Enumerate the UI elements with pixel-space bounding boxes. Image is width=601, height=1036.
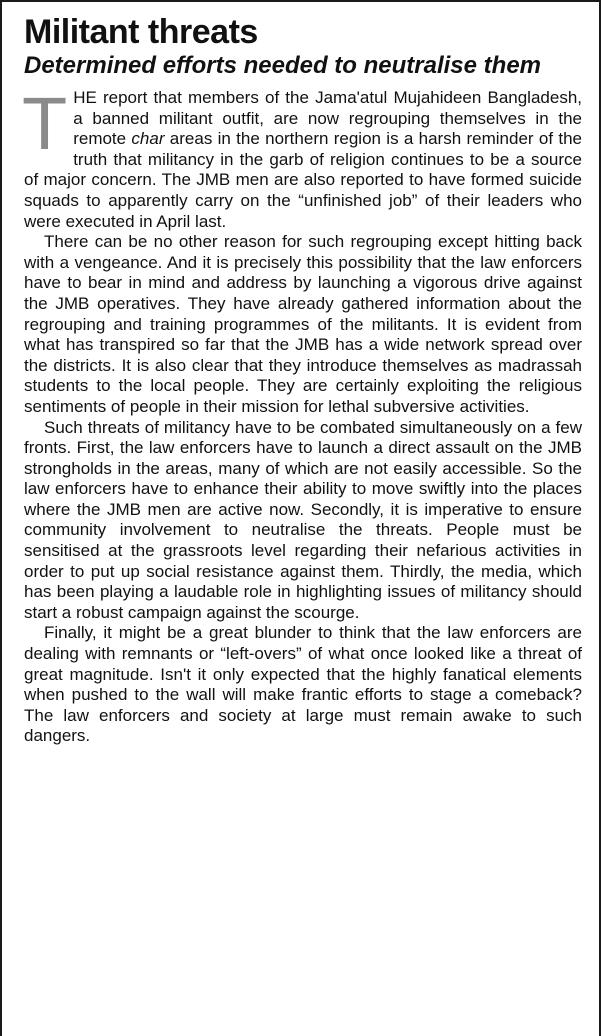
paragraph-1-text-a: HE report that members of the Jama'atul Mujahideen Bangladesh, a banned militant outfit, are now regrouping themselves in the remote <box>73 88 582 149</box>
paragraph-1-text-b: areas in the northern region is a harsh reminder of the truth that militancy in the garb of religion continues to be a source of major concern. The JMB men are also reported to have formed suicide squads to apparently carry on the “unfinished job” of their leaders who were executed in April last. <box>24 129 582 231</box>
headline: Militant threats <box>24 13 258 51</box>
drop-cap: T <box>22 82 68 165</box>
subheadline: Determined efforts needed to neutralise them <box>24 52 542 79</box>
article-body <box>22 82 582 747</box>
paragraph-4: Finally, it might be a great blunder to think that the law enforcers are dealing with remnants or “left-overs” of what once looked like a threat of great magnitude. Isn't it only expected that the highly fanatical elements when pushed to the wall will make frantic efforts to stage a comeback? The law enforcers and society at large must remain awake to such dangers. <box>24 623 582 746</box>
paragraph-1-italic-word: char <box>131 129 165 149</box>
paragraph-1 <box>22 82 582 232</box>
paragraph-2: There can be no other reason for such regrouping except hitting back with a vengeance. And it is precisely this possibility that the law enforcers have to bear in mind and address by launching a vigorous drive against the JMB operatives. They have already gathered information about the regrouping and training programmes of the militants. It is evident from what has transpired so far that the JMB has a wide network spread over the districts. It is also clear that they introduce themselves as madrassah students to the local people. They are certainly exploiting the religious sentiments of people in their mission for lethal subversive activities. <box>24 232 582 416</box>
paragraph-3: Such threats of militancy have to be combated simultaneously on a few fronts. First, the law enforcers have to launch a direct assault on the JMB strongholds in the areas, many of which are not easily accessible. So the law enforcers have to enhance their ability to move swiftly into the places where the JMB men are active now. Secondly, it is imperative to ensure community involvement to neutralise the threats. People must be sensitised at the grassroots level regarding their nefarious activities in order to put up social resistance against them. Thirdly, the media, which has been playing a laudable role in highlighting issues of militancy should start a robust campaign against the scourge. <box>24 417 582 622</box>
